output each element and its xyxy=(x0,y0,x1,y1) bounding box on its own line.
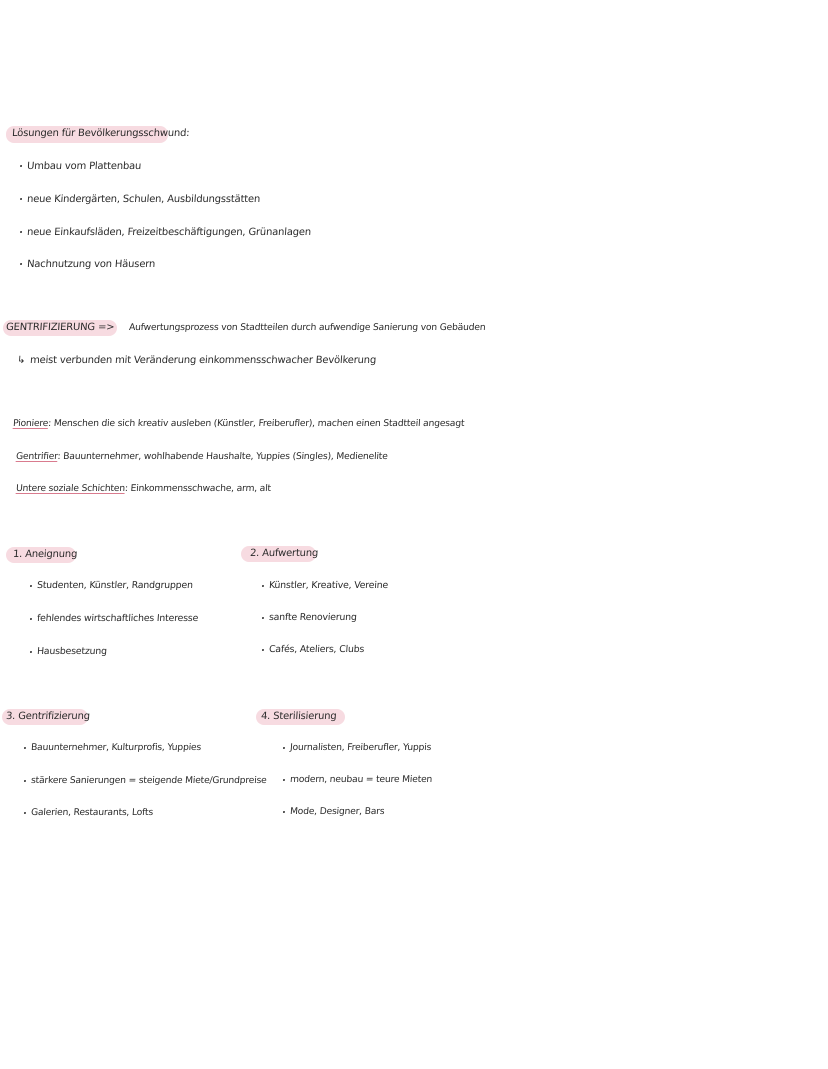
list-item: Mode, Designer, Bars xyxy=(283,806,385,817)
definition-subtext: meist verbunden mit Veränderung einkommensschwacher Bevölkerung xyxy=(29,355,377,366)
list-item: sanfte Renovierung xyxy=(262,612,357,623)
list-item: Umbau vom Plattenbau xyxy=(20,161,142,172)
definition-term: GENTRIFIZIERUNG xyxy=(5,322,96,333)
list-item: neue Einkaufsläden, Freizeitbeschäftigungen, Grünanlagen xyxy=(20,227,312,238)
sub-arrow: ↳ xyxy=(16,355,26,366)
phase-title: 3. Gentrifizierung xyxy=(5,711,91,722)
list-item: Künstler, Kreative, Vereine xyxy=(262,580,389,591)
group-label: Untere soziale Schichten xyxy=(15,483,126,494)
list-item: Studenten, Künstler, Randgruppen xyxy=(30,580,194,591)
list-item: fehlendes wirtschaftliches Interesse xyxy=(30,613,199,624)
list-item: Galerien, Restaurants, Lofts xyxy=(24,807,154,818)
phase-title: 4. Sterilisierung xyxy=(260,711,337,722)
group-row: Gentrifier: Bauunternehmer, wohlhabende Haushalte, Yuppies (Singles), Medienelite xyxy=(15,451,388,462)
group-row: Pioniere: Menschen die sich kreativ ausleben (Künstler, Freiberufler), machen einen Stadtteil angesagt xyxy=(12,418,465,429)
list-item: modern, neubau = teure Mieten xyxy=(283,774,433,785)
list-item: Journalisten, Freiberufler, Yuppis xyxy=(283,742,432,753)
list-item: Nachnutzung von Häusern xyxy=(20,259,156,270)
phase-title: 1. Aneignung xyxy=(12,549,78,560)
list-item: stärkere Sanierungen = steigende Miete/Grundpreise xyxy=(24,775,267,786)
list-item: Bauunternehmer, Kulturprofis, Yuppies xyxy=(24,742,202,753)
list-item: Hausbesetzung xyxy=(30,646,108,657)
group-row: Untere soziale Schichten: Einkommensschwache, arm, alt xyxy=(15,483,272,494)
definition-arrow: => xyxy=(97,322,115,333)
group-label: Gentrifier xyxy=(15,451,58,462)
group-label: Pioniere xyxy=(12,418,49,429)
list-item: neue Kindergärten, Schulen, Ausbildungsstätten xyxy=(20,194,261,205)
phase-title: 2. Aufwertung xyxy=(249,548,319,559)
section-heading: Lösungen für Bevölkerungsschwund: xyxy=(11,128,190,139)
list-item: Cafés, Ateliers, Clubs xyxy=(262,644,365,655)
definition-text: Aufwertungsprozess von Stadtteilen durch aufwendige Sanierung von Gebäuden xyxy=(128,322,486,333)
